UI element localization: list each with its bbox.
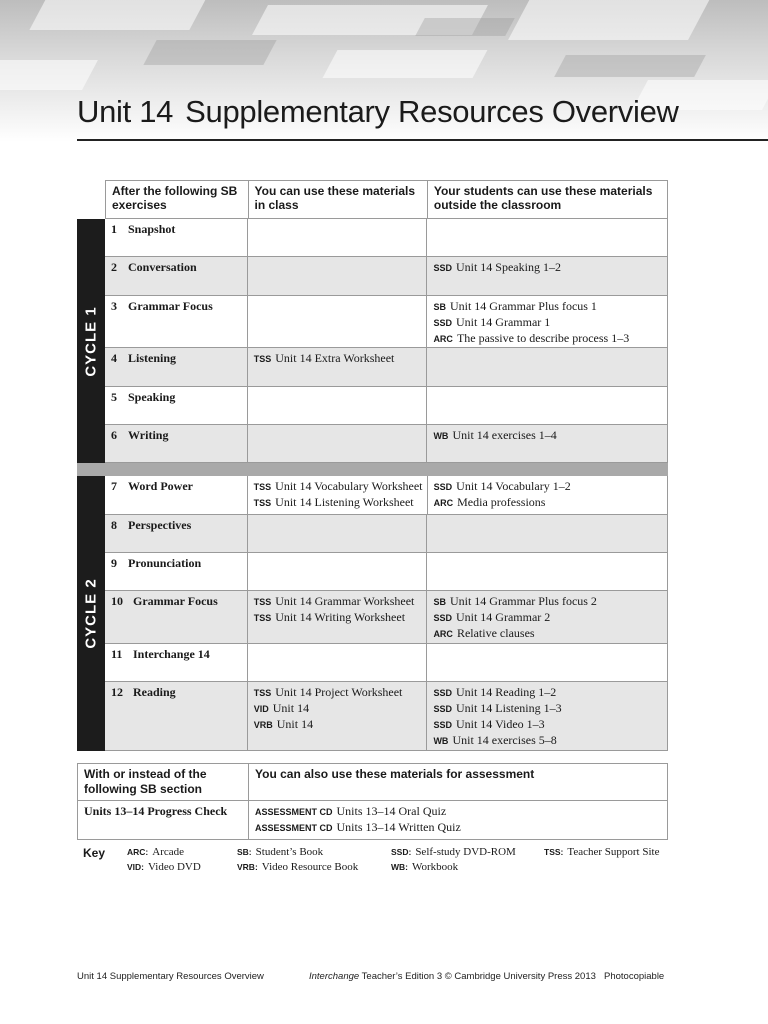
in-class-cell [247,476,427,514]
resource-code: WB [433,736,449,746]
resource-code: SSD [433,704,452,714]
exercise-name: Listening [128,351,177,365]
table-row [105,682,668,751]
table-row [105,257,668,296]
table-row [105,644,668,682]
resource-code: VRB [253,720,273,730]
exercise-cell [105,553,247,590]
exercise-name: Word Power [128,479,193,493]
in-class-cell [247,553,427,590]
outside-cell [426,257,667,295]
exercise-cell [105,591,247,643]
resource-line [433,428,661,444]
outside-cell [426,644,667,681]
key-item: TSS: Teacher Support Site [544,846,660,858]
resource-line [254,717,421,733]
exercise-name: Interchange 14 [133,647,210,661]
exercise-name: Speaking [128,390,176,404]
exercise-number: 8 [111,518,117,532]
resource-code: ASSESSMENT CD [255,807,333,817]
exercise-cell [105,348,247,386]
resource-text: Unit 14 Extra Worksheet [275,351,395,365]
in-class-cell [247,425,427,462]
exercise-cell [105,296,247,347]
resource-code: ARC [433,334,453,344]
in-class-cell [247,387,427,424]
resource-text: Unit 14 [276,717,314,731]
resource-line [434,495,661,511]
outside-cell [426,515,667,552]
resource-code: ARC [433,498,454,508]
resource-line [433,610,661,626]
resource-text: Unit 14 Listening Worksheet [275,495,414,509]
assessment-header [78,764,667,800]
resource-line [433,717,661,733]
exercise-number: 12 [111,685,123,699]
exercise-cell [105,515,247,552]
exercise-name: Grammar Focus [133,594,218,608]
cycle-separator [77,463,668,476]
in-class-cell [247,644,427,681]
exercise-name: Writing [128,428,169,442]
header-in-class: You can use these materials in class [248,181,427,218]
assessment-table [77,763,668,840]
exercise-name: Reading [133,685,176,699]
outside-cell [426,296,667,347]
outside-cell [426,387,667,424]
exercise-number: 7 [111,479,117,493]
resource-code: SSD [433,613,452,623]
exercise-cell [105,682,247,750]
in-class-cell [247,257,427,295]
outside-cell [426,425,667,462]
exercise-number: 1 [111,222,117,236]
resource-text: Unit 14 Reading 1–2 [455,685,557,699]
assessment-header-section: With or instead of the following SB section [84,767,207,796]
resource-text: Unit 14 Vocabulary 1–2 [456,479,571,493]
resource-code: TSS [253,597,272,607]
title-text: Supplementary Resources Overview [185,94,679,129]
resource-code: ARC [433,629,453,639]
resource-text: Relative clauses [456,626,535,640]
exercise-name: Perspectives [128,518,192,532]
cycle-2-label: CYCLE 2 [77,476,105,751]
resource-text: Unit 14 Writing Worksheet [275,610,406,624]
resource-line [254,351,421,367]
outside-cell [427,476,667,514]
resource-text: Unit 14 Grammar Plus focus 1 [449,299,597,313]
outside-cell [426,348,667,386]
resource-code: TSS [253,613,272,623]
resource-text: Unit 14 Grammar 1 [455,315,551,329]
outside-cell [426,682,667,750]
exercise-number: 3 [111,299,117,313]
resource-line [433,594,661,610]
exercise-cell [105,476,247,514]
resource-text: Media professions [457,495,546,509]
table-row [105,348,668,387]
in-class-cell [247,682,427,750]
footer-right: Photocopiable [604,971,665,982]
resource-code: TSS [253,354,272,364]
key-item: WB: Workbook [391,861,459,873]
resource-text: Unit 14 Video 1–3 [455,717,545,731]
exercise-number: 6 [111,428,117,442]
exercise-number: 4 [111,351,117,365]
footer-copyright: Interchange Teacher’s Edition 3 © Cambridge University Press 2013 [309,971,596,982]
table-row [105,387,668,425]
page-title [77,94,679,130]
exercise-number: 5 [111,390,117,404]
exercise-number: 11 [111,647,123,661]
resource-code: SB [433,302,446,312]
assessment-materials [248,801,667,839]
resource-code: ASSESSMENT CD [255,823,333,833]
in-class-cell [247,348,427,386]
resource-code: TSS [253,482,272,492]
exercise-cell [105,387,247,424]
table-row [105,425,668,463]
key-item: VID: Video DVD [127,861,201,873]
resource-code: SSD [433,318,452,328]
exercise-name: Conversation [128,260,197,274]
resource-text: Unit 14 Listening 1–3 [455,701,562,715]
resource-text: Unit 14 Grammar Worksheet [275,594,415,608]
resource-line [254,685,421,701]
table-row [105,296,668,348]
assessment-section: Units 13–14 Progress Check [84,804,228,818]
resource-text: Unit 14 Grammar 2 [455,610,551,624]
cycle-1-label: CYCLE 1 [77,219,105,463]
outside-cell [426,553,667,590]
resource-line [433,685,661,701]
resource-line [254,701,421,717]
resource-text: The passive to describe process 1–3 [456,331,630,345]
key-label: Key [83,846,106,860]
resource-text: Units 13–14 Written Quiz [336,820,461,834]
table-row [105,553,668,591]
exercise-cell [105,257,247,295]
exercise-number: 2 [111,260,117,274]
resource-line [254,594,421,610]
resource-line [254,610,421,626]
exercise-cell [105,219,247,256]
exercise-name: Snapshot [128,222,176,236]
resource-code: SSD [433,688,452,698]
resource-line [433,299,661,315]
resource-line [434,479,661,495]
exercise-name: Grammar Focus [128,299,213,313]
resource-line [433,315,661,331]
assessment-header-materials: You can also use these materials for assessment [248,764,667,800]
resource-line [433,626,661,642]
resource-text: Unit 14 Grammar Plus focus 2 [449,594,597,608]
resource-line [433,331,661,347]
table-row [105,476,668,515]
outside-cell [426,591,667,643]
in-class-cell [247,591,427,643]
exercise-cell [105,425,247,462]
resource-text: Unit 14 Speaking 1–2 [455,260,561,274]
resource-code: VID [253,704,269,714]
resource-code: TSS [253,688,272,698]
resource-line [254,479,421,495]
resource-code: TSS [253,498,272,508]
table-header [105,180,668,219]
in-class-cell [247,515,427,552]
table-row [105,591,668,644]
footer-left: Unit 14 Supplementary Resources Overview [77,971,264,982]
title-rule [77,139,768,141]
resource-code: SSD [433,263,452,273]
resource-code: SSD [433,720,452,730]
resource-line [433,701,661,717]
resource-line [433,733,661,749]
resource-text: Unit 14 Project Worksheet [275,685,403,699]
resource-text: Units 13–14 Oral Quiz [336,804,447,818]
resource-line [433,260,661,276]
exercise-cell [105,644,247,681]
resource-text: Unit 14 exercises 1–4 [452,428,557,442]
resource-code: SB [433,597,446,607]
in-class-cell [247,296,427,347]
key-item: ARC: Arcade [127,846,185,858]
exercise-name: Pronunciation [128,556,202,570]
resource-text: Unit 14 exercises 5–8 [452,733,557,747]
key-item: SSD: Self-study DVD-ROM [391,846,516,858]
outside-cell [426,219,667,256]
assessment-row [78,800,667,839]
key-item: VRB: Video Resource Book [237,861,359,873]
resource-code: WB [433,431,449,441]
in-class-cell [247,219,427,256]
resource-line [254,495,421,511]
table-row [105,515,668,553]
resource-code: SSD [433,482,453,492]
resource-text: Unit 14 Vocabulary Worksheet [275,479,423,493]
header-exercises: After the following SB exercises [112,184,238,212]
exercise-number: 9 [111,556,117,570]
unit-number: Unit 14 [77,94,174,129]
key-item: SB: Student’s Book [237,846,324,858]
table-row [105,219,668,257]
header-outside: Your students can use these materials outside the classroom [427,181,667,218]
exercise-number: 10 [111,594,123,608]
resource-text: Unit 14 [272,701,310,715]
